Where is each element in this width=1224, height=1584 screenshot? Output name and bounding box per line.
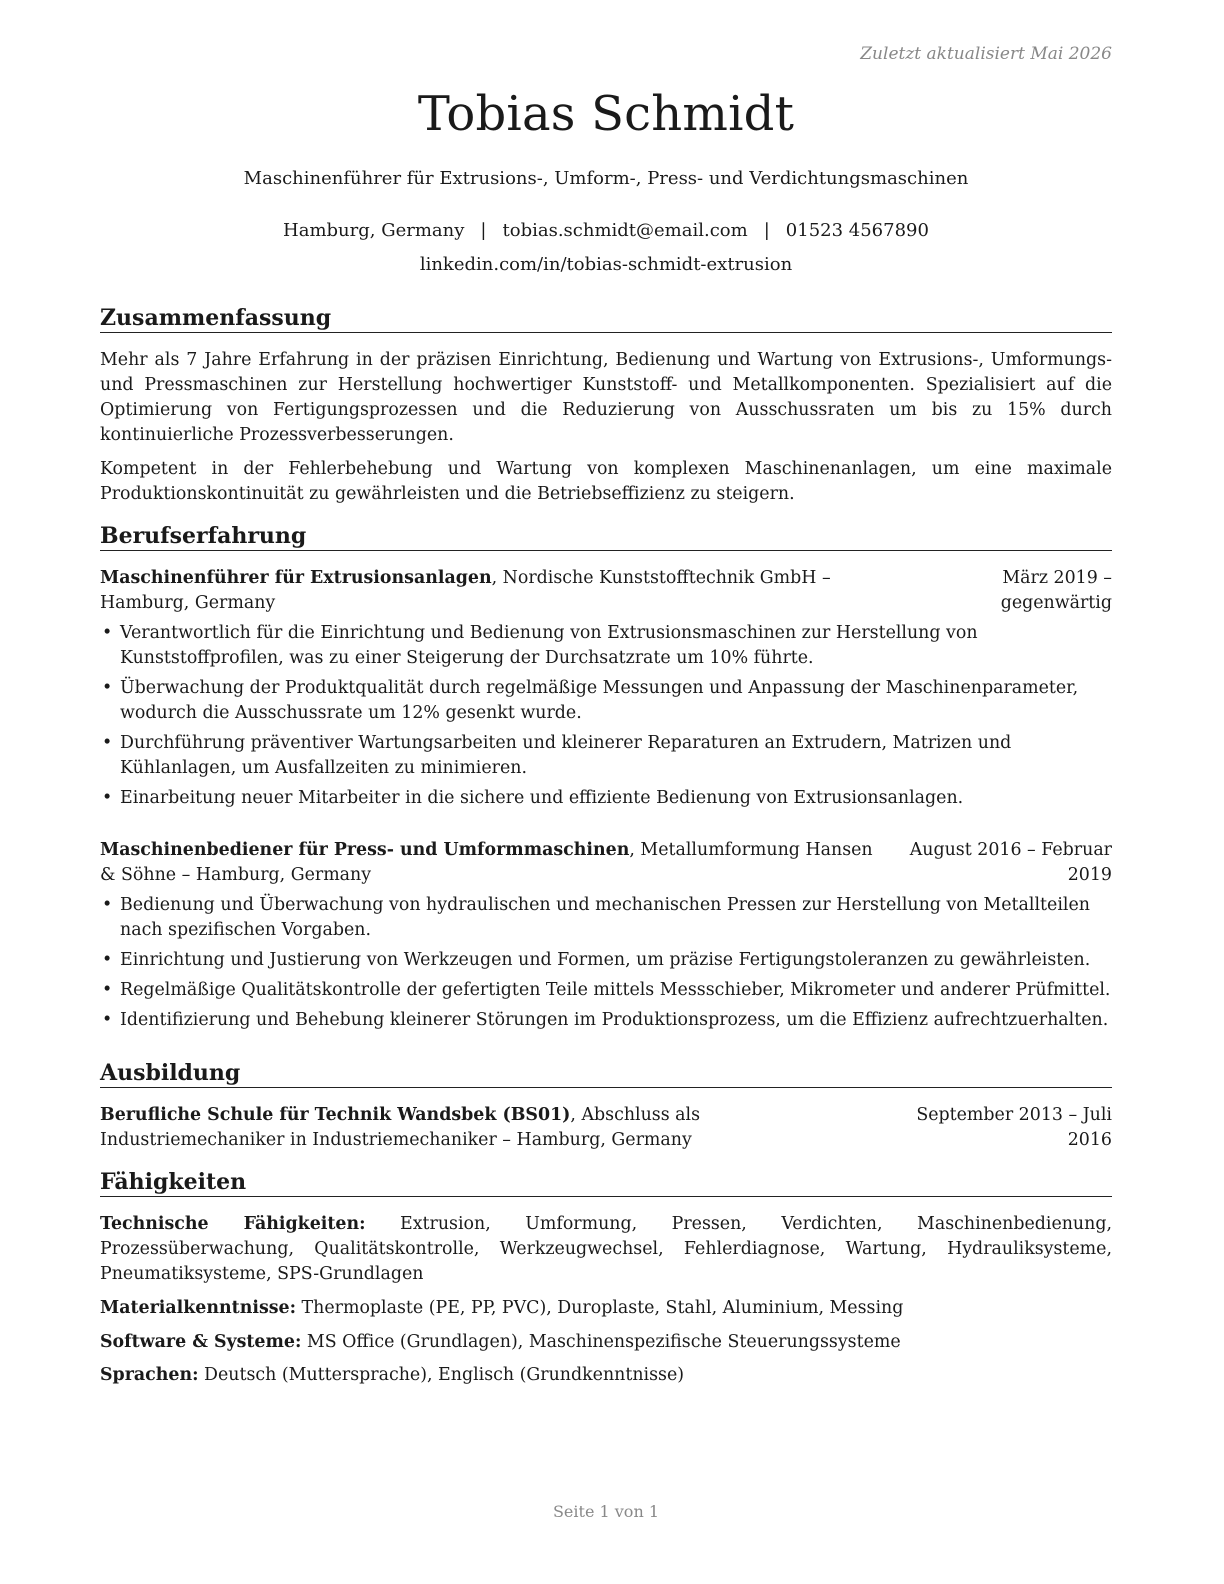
list-item: • Bedienung und Überwachung von hydraulischen und mechanischen Pressen zur Herstellung von Metallteilen nach spezifischen Vorgaben. <box>100 893 1112 943</box>
resume-page <box>100 0 1112 1584</box>
skill-value: MS Office (Grundlagen), Maschinenspezifische Steuerungssysteme <box>301 1332 901 1352</box>
list-item: • Überwachung der Produktqualität durch regelmäßige Messungen und Anpassung der Maschinenparameter, wodurch die Ausschussrate um 12% gesenkt wurde. <box>100 676 1112 726</box>
skill-line <box>100 1330 1112 1355</box>
job-header <box>100 566 1112 616</box>
linkedin-link[interactable]: linkedin.com/in/tobias-schmidt-extrusion <box>419 254 793 275</box>
summary-paragraph-2: Kompetent in der Fehlerbehebung und Wartung von komplexen Maschinenanlagen, um eine maximale Produktionskontinuität zu gewährleisten und die Betriebseffizienz zu steigern. <box>100 459 1112 504</box>
job-bullets <box>100 621 1112 816</box>
job-role: Maschinenbediener für Press- und Umformmaschinen <box>100 840 630 860</box>
skill-value: Extrusion, Umformung, Pressen, Verdichten, Maschinenbedienung, Prozessüberwachung, Qualitätskontrolle, Werkzeugwechsel, Fehlerdiagnose, Wartung, Hydrauliksysteme, Pneumatiksysteme, SPS-Grundlagen <box>100 1214 1112 1284</box>
phone: 01523 4567890 <box>785 220 929 241</box>
contact-line <box>100 220 1112 241</box>
skill-line <box>100 1212 1112 1287</box>
job-company: , Nordische Kunststofftechnik GmbH – Hamburg, Germany <box>100 568 831 613</box>
candidate-name: Tobias Schmidt <box>417 86 795 142</box>
list-item: • Identifizierung und Behebung kleinerer Störungen im Produktionsprozess, um die Effizienz aufrechtzuerhalten. <box>100 1008 1112 1033</box>
section-title-experience: Berufserfahrung <box>100 523 1112 551</box>
job-bullets <box>100 893 1112 1038</box>
list-item: • Durchführung präventiver Wartungsarbeiten und kleinerer Reparaturen an Extrudern, Matrizen und Kühlanlagen, um Ausfallzeiten zu minimieren. <box>100 731 1112 781</box>
job-dates: August 2016 – Februar 2019 <box>909 840 1112 885</box>
skill-label: Materialkenntnisse: <box>100 1298 297 1318</box>
location: Hamburg, Germany <box>283 220 465 241</box>
job-dates: März 2019 – gegenwärtig <box>1000 568 1112 613</box>
skill-label: Sprachen: <box>100 1365 199 1385</box>
email-link[interactable]: tobias.schmidt@email.com <box>502 220 748 241</box>
job-role: Maschinenführer für Extrusionsanlagen <box>100 568 492 588</box>
list-item: • Einrichtung und Justierung von Werkzeugen und Formen, um präzise Fertigungstoleranzen zu gewährleisten. <box>100 948 1112 973</box>
education-detail: , Abschluss als Industriemechaniker in Industriemechaniker – Hamburg, Germany <box>100 1105 701 1150</box>
list-item: • Regelmäßige Qualitätskontrolle der gefertigten Teile mittels Messschieber, Mikrometer und anderer Prüfmittel. <box>100 978 1112 1003</box>
section-title-summary: Zusammenfassung <box>100 305 1112 333</box>
education-entry <box>100 1103 1112 1153</box>
section-title-education: Ausbildung <box>100 1060 1112 1088</box>
list-item: • Verantwortlich für die Einrichtung und Bedienung von Extrusionsmaschinen zur Herstellung von Kunststoffprofilen, was zu einer Steigerung der Durchsatzrate um 10% führte. <box>100 621 1112 671</box>
last-updated: Zuletzt aktualisiert Mai 2026 <box>860 44 1112 64</box>
separator: | <box>763 220 770 241</box>
skill-label: Software & Systeme: <box>100 1332 302 1352</box>
skill-label: Technische Fähigkeiten: <box>100 1214 366 1234</box>
separator: | <box>480 220 487 241</box>
summary-paragraph-1: Mehr als 7 Jahre Erfahrung in der präzisen Einrichtung, Bedienung und Wartung von Extrusions-, Umformungs- und Pressmaschinen zur Herstellung hochwertiger Kunststoff- und Metallkomponenten. Spezialisiert auf die Optimierung von Fertigungsprozessen und die Reduzierung von Ausschussraten um bis zu 15% durch kontinuierliche Prozessverbesserungen. <box>100 350 1112 445</box>
skill-line <box>100 1363 1112 1388</box>
skill-line <box>100 1296 1112 1321</box>
skill-value: Deutsch (Muttersprache), Englisch (Grundkenntnisse) <box>198 1365 685 1385</box>
job-header <box>100 838 1112 888</box>
section-title-skills: Fähigkeiten <box>100 1169 1112 1197</box>
skill-value: Thermoplaste (PE, PP, PVC), Duroplaste, Stahl, Aluminium, Messing <box>296 1298 904 1318</box>
page-number: Seite 1 von 1 <box>552 1502 660 1521</box>
list-item: • Einarbeitung neuer Mitarbeiter in die sichere und effiziente Bedienung von Extrusionsanlagen. <box>100 786 1112 811</box>
job-company: , Metallumformung Hansen & Söhne – Hamburg, Germany <box>100 840 873 885</box>
school-name: Berufliche Schule für Technik Wandsbek (BS01) <box>100 1105 571 1125</box>
education-dates: September 2013 – Juli 2016 <box>916 1105 1112 1150</box>
headline: Maschinenführer für Extrusions-, Umform-, Press- und Verdichtungsmaschinen <box>243 168 969 189</box>
